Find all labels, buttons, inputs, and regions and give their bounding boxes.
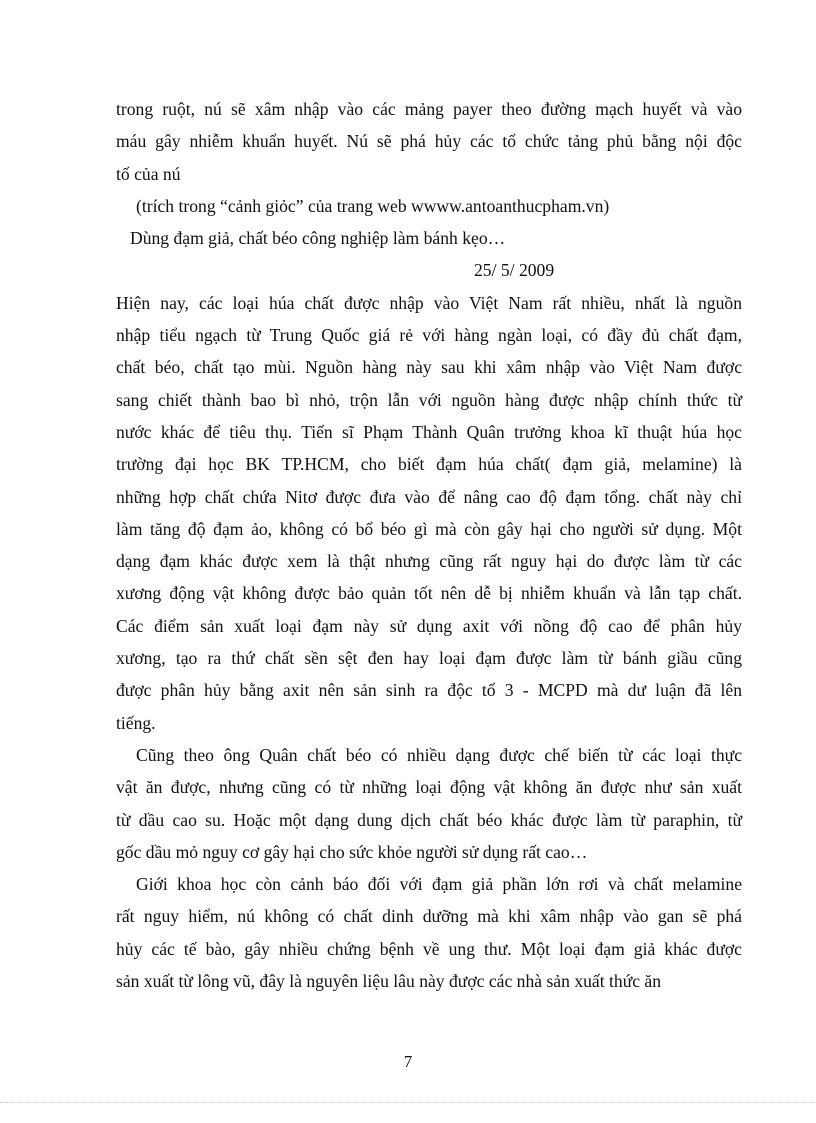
text-line: trong ruột, nú sẽ xâm nhập vào các mảng payer theo đường mạch huyết và vào: [116, 99, 742, 119]
text-line: nhập tiểu ngạch từ Trung Quốc giá rẻ với hàng ngàn loại, có đầy đủ chất đạm,: [116, 325, 742, 346]
footer-rule: [0, 1102, 816, 1103]
text-line: Các điểm sản xuất loại đạm này sử dụng axit với nồng độ cao để phân hủy: [116, 615, 742, 636]
text-line: Hiện nay, các loại húa chất được nhập vào Việt Nam rất nhiều, nhất là nguồn: [116, 292, 742, 313]
text-line: (trích trong “cảnh giỏc” của trang web wwww.antoanthucpham.vn): [136, 195, 610, 216]
text-line: sản xuất từ lông vũ, đây là nguyên liệu lâu này được các nhà sản xuất thức ăn: [116, 971, 662, 992]
text-line: Cũng theo ông Quân chất béo có nhiều dạng được chế biến từ các loại thực: [136, 744, 742, 765]
text-line: sang chiết thành bao bì nhỏ, trộn lẫn với nguồn hàng được nhập chính thức từ: [116, 389, 742, 410]
text-line: rất nguy hiểm, nú không có chất dinh dưỡng mà khi xâm nhập vào gan sẽ phá: [116, 906, 742, 927]
text-line: gốc dầu mỏ nguy cơ gây hại cho sức khỏe người sử dụng rất cao…: [116, 841, 588, 862]
text-line: vật ăn được, nhưng cũng có từ những loại động vật không ăn được như sản xuất: [116, 777, 742, 798]
page-number: 7: [403, 1052, 413, 1071]
text-line: những hợp chất chứa Nitơ được đưa vào để nâng cao độ đạm tổng. chất này chỉ: [116, 486, 742, 507]
text-line: nước khác để tiêu thụ. Tiến sĩ Phạm Thành Quân trưởng khoa kĩ thuật húa học: [116, 421, 742, 442]
text-line: xương động vật không được bảo quản tốt nên dễ bị nhiễm khuẩn và lẫn tạp chất.: [116, 583, 742, 604]
text-line: Giới khoa học còn cảnh báo đối với đạm giả phần lớn rơi và chất melamine: [136, 874, 742, 895]
text-line: chất béo, chất tạo mùi. Nguồn hàng này sau khi xâm nhập vào Việt Nam được: [116, 357, 742, 378]
text-line: tiếng.: [116, 712, 156, 733]
document-body: [116, 93, 742, 997]
text-line: tố của nú: [116, 163, 181, 184]
text-line: 25/ 5/ 2009: [474, 260, 555, 281]
text-line: từ dầu cao su. Hoặc một dạng dung dịch chất béo khác được làm từ paraphin, từ: [116, 809, 742, 830]
text-line: được phân hủy bằng axit nên sản sinh ra độc tố 3 - MCPD mà dư luận đã lên: [116, 680, 742, 701]
text-line: dạng đạm khác được xem là thật nhưng cũng rất nguy hại do được làm từ các: [116, 551, 742, 572]
text-line: xương, tạo ra thứ chất sền sệt đen hay loại đạm được làm từ bánh giầu cũng: [116, 648, 742, 669]
text-line: hủy các tế bào, gây nhiều chứng bệnh về ung thư. Một loại đạm giả khác được: [116, 938, 742, 959]
text-line: làm tăng độ đạm ảo, không có bổ béo gì mà còn gây hại cho người sử dụng. Một: [116, 518, 742, 539]
text-line: máu gây nhiễm khuẩn huyết. Nú sẽ phá hủy các tổ chức tảng phủ bằng nội độc: [116, 131, 742, 152]
text-line: trường đại học BK TP.HCM, cho biết đạm húa chất( đạm giả, melamine) là: [116, 454, 742, 475]
text-line: Dùng đạm giả, chất béo công nghiệp làm bánh kẹo…: [130, 228, 506, 249]
